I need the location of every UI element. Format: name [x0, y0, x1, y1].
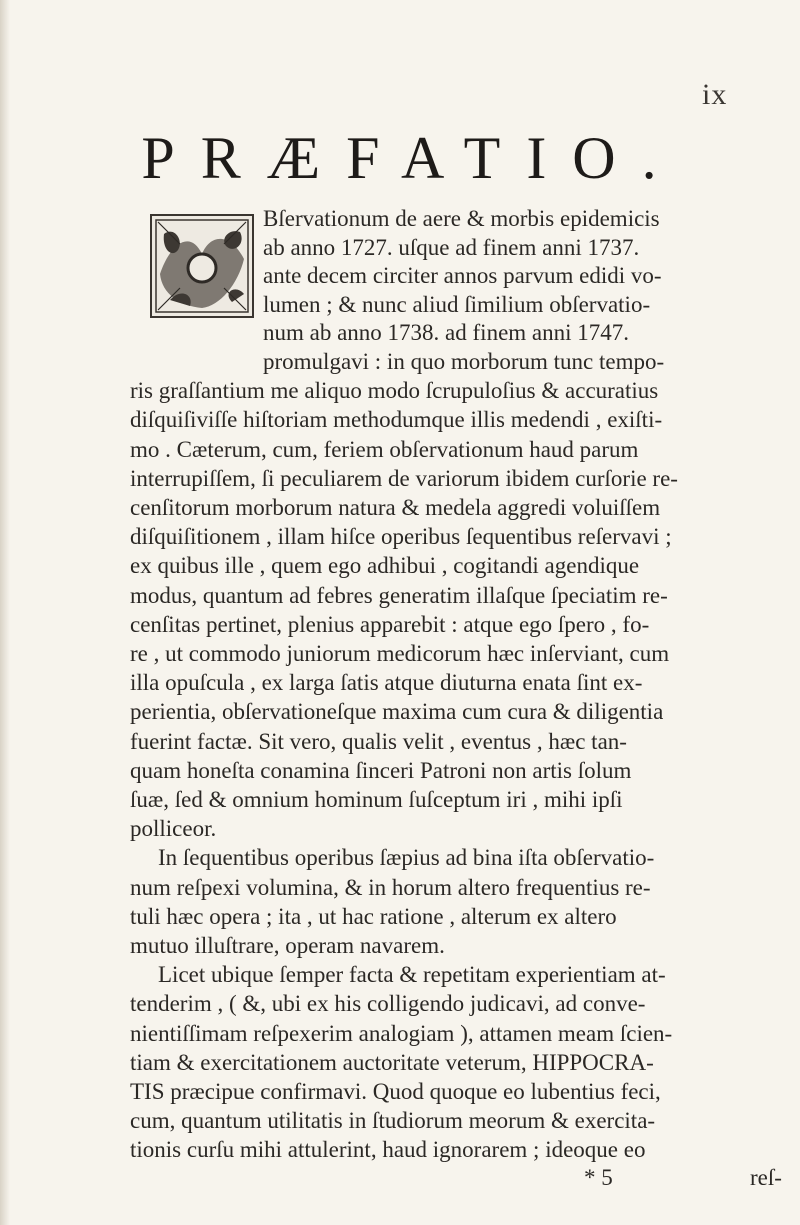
text-line: tionis curſu mihi attulerint, haud ignorarem ; ideoque eo: [130, 1137, 646, 1163]
catchword: reſ-: [750, 1165, 782, 1190]
body-paragraphs: [130, 347, 786, 1165]
text-line: tiam & exercitationem auctoritate veterum, HIPPOCRA-: [130, 1049, 654, 1075]
text-line: ris graſſantium me aliquo modo ſcrupuloſius & accuratius: [130, 378, 659, 404]
text-line: interrupiſſem, ſi peculiarem de variorum ibidem curſorie re-: [130, 465, 678, 491]
text-line: tenderim , ( &, ubi ex his colligendo judicavi, ad conve-: [130, 991, 646, 1017]
text-line: modus, quantum ad febres generatim illaſque ſpeciatim re-: [130, 582, 668, 608]
text-line: polliceor.: [130, 816, 217, 842]
text-line: num reſpexi volumina, & in horum altero frequentius re-: [130, 874, 651, 900]
text-line: cum, quantum utilitatis in ſtudiorum meorum & exercita-: [130, 1108, 656, 1134]
text-line: In ſequentibus operibus ſæpius ad bina iſta obſervatio-: [158, 845, 655, 871]
text-line: quam honeſta conamina ſinceri Patroni non artis ſolum: [130, 757, 632, 783]
text-line: ſuæ, ſed & omnium hominum ſuſceptum iri , mihi ipſi: [130, 787, 623, 813]
text-line: nientiſſimam reſpexerim analogiam ), attamen meam ſcien-: [130, 1020, 673, 1046]
text-line: mo . Cæterum, cum, feriem obſervationum haud parum: [130, 436, 639, 462]
text-line: perientia, obſervationeſque maxima cum cura & diligentia: [130, 699, 664, 725]
text-line: num ab anno 1738. ad finem anni 1747.: [263, 320, 630, 345]
text-line: ex quibus ille , quem ego adhibui , cogitandi agendique: [130, 553, 640, 579]
text-line: re , ut commodo juniorum medicorum hæc inſerviant, cum: [130, 641, 670, 667]
text-line: lumen ; & nunc aliud ſimilium obſervatio-: [263, 291, 651, 317]
woodcut-initial-o-icon: [150, 214, 254, 318]
text-line: ante decem circiter annos parvum edidi vo-: [263, 263, 662, 288]
text-line: cenſitas pertinet, plenius apparebit : atque ego ſpero , fo-: [130, 611, 650, 637]
text-line: ab anno 1727. uſque ad finem anni 1737.: [263, 234, 640, 260]
text-line: illa opuſcula , ex larga ſatis atque diuturna enata ſint ex-: [130, 670, 643, 696]
page-gutter-shadow: [0, 0, 10, 1225]
text-line: mutuo illuſtrare, operam navarem.: [130, 933, 445, 959]
page-number: ix: [702, 78, 728, 111]
page-title: PRÆFATIO.: [141, 125, 683, 191]
text-line: Bſervationum de aere & morbis epidemicis: [263, 206, 660, 231]
text-line: fuerint factæ. Sit vero, qualis velit , eventus , hæc tan-: [130, 728, 627, 754]
text-line: cenſitorum morborum natura & medela aggredi voluiſſem: [130, 495, 661, 521]
text-line: TIS præcipue confirmavi. Quod quoque eo lubentius feci,: [130, 1079, 661, 1105]
page-footer: [132, 1165, 782, 1195]
text-line: diſquiſitionem , illam hiſce operibus ſequentibus reſervavi ;: [130, 524, 672, 550]
signature-mark: * 5: [584, 1165, 613, 1190]
text-line: promulgavi : in quo morborum tunc tempo-: [263, 349, 665, 374]
text-line: diſquiſiviſſe hiſtoriam methodumque illis medendi , exiſti-: [130, 407, 663, 433]
text-line: Licet ubique ſemper facta & repetitam experientiam at-: [158, 962, 666, 988]
opening-paragraph: [263, 205, 783, 348]
text-line: tuli hæc opera ; ita , ut hac ratione , alterum ex altero: [130, 903, 617, 929]
